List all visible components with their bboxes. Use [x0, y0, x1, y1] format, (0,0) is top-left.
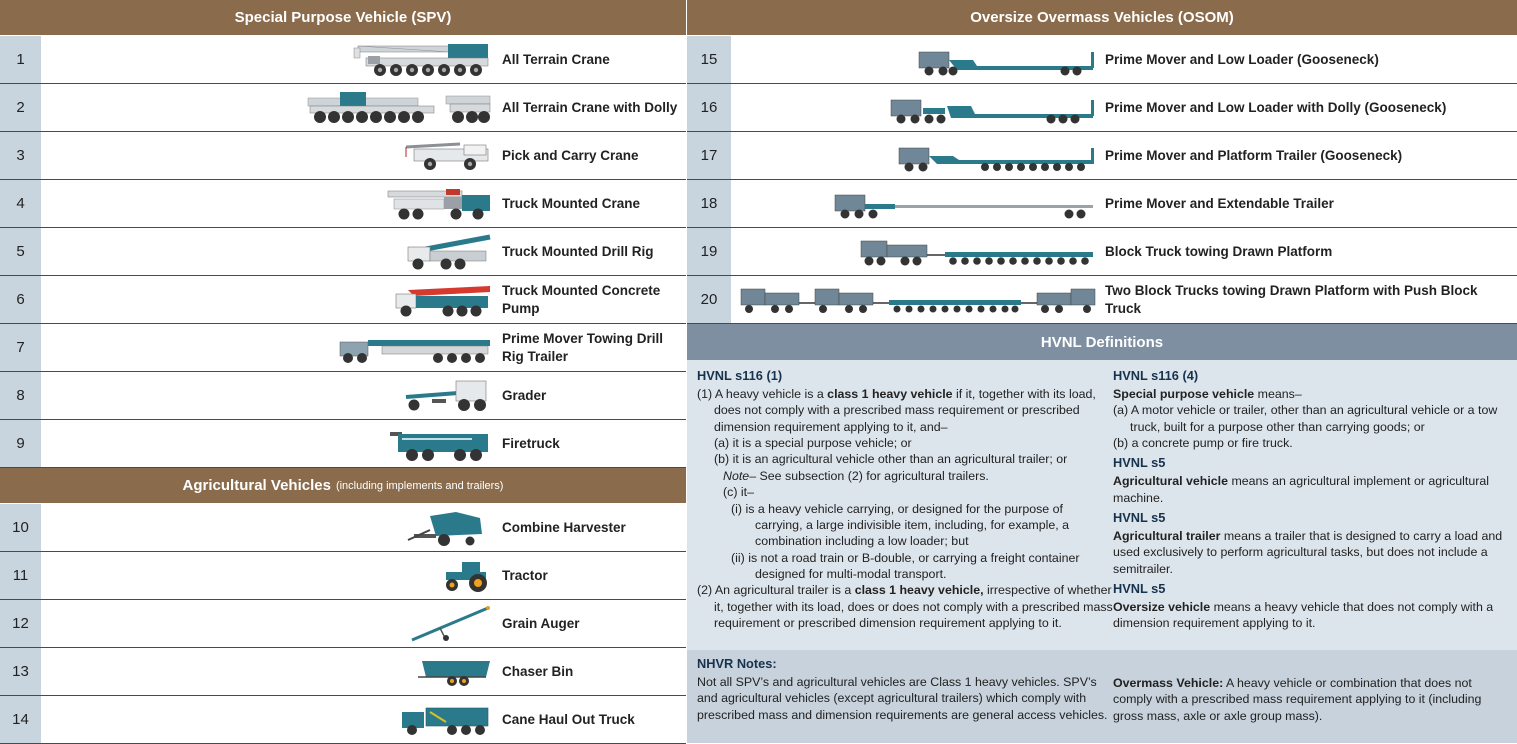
- row-number: 20: [687, 276, 731, 323]
- definition-heading: HVNL s116 (4): [1113, 368, 1199, 383]
- row-label: Prime Mover Towing Drill Rig Trailer: [502, 330, 664, 364]
- definition-subitem: (ii) is not a road train or B-double, or carrying a freight container designed for multi-modal transport.: [731, 550, 1080, 582]
- row-number: 11: [0, 552, 41, 599]
- concrete-pump-icon: [394, 282, 492, 318]
- row-number: 8: [0, 372, 41, 419]
- notes-right: [1113, 656, 1507, 737]
- nhvr-notes: [687, 650, 1517, 743]
- row-label: Tractor: [502, 567, 548, 583]
- row-label: Chaser Bin: [502, 663, 574, 679]
- table-row: [0, 324, 686, 372]
- definition-paragraph: (1) A heavy vehicle is a class 1 heavy vehicle if it, together with its load, does not comply with a prescribed mass requirement or prescribed dimension requirement applying to it, and–: [697, 386, 1096, 434]
- agri-subtitle: (including implements and trailers): [335, 479, 504, 492]
- row-label: Truck Mounted Crane: [502, 195, 641, 211]
- all-terrain-crane-icon: [352, 40, 492, 80]
- low-loader-icon: [917, 44, 1095, 76]
- table-row: [687, 228, 1517, 276]
- row-number: 16: [687, 84, 731, 131]
- definition-heading: HVNL s5: [1113, 581, 1166, 597]
- platform-trailer-icon: [897, 140, 1095, 172]
- definition-paragraph: Oversize vehicle means a heavy vehicle that does not comply with a dimension requirement applying to it.: [1113, 599, 1494, 631]
- row-number: 13: [0, 648, 41, 695]
- table-row: [687, 132, 1517, 180]
- row-number: 17: [687, 132, 731, 179]
- row-label: Prime Mover and Platform Trailer (Gooseneck): [1105, 147, 1403, 163]
- definition-item: (b) it is an agricultural vehicle other than an agricultural trailer; or: [714, 452, 1068, 467]
- combine-harvester-icon: [406, 508, 492, 548]
- low-loader-dolly-icon: [889, 92, 1095, 124]
- definitions-title: HVNL Definitions: [1040, 333, 1164, 351]
- row-number: 2: [0, 84, 41, 131]
- chaser-bin-icon: [416, 657, 492, 687]
- notes-heading: NHVR Notes:: [697, 656, 777, 671]
- row-label: All Terrain Crane with Dolly: [502, 99, 678, 115]
- extendable-trailer-icon: [833, 189, 1095, 219]
- table-row: [0, 696, 686, 744]
- table-row: [687, 276, 1517, 324]
- definition-paragraph: Agricultural vehicle means an agricultural implement or agricultural machine.: [1113, 474, 1490, 505]
- table-row: [687, 36, 1517, 84]
- spv-header: [0, 0, 686, 36]
- row-number: 10: [0, 504, 41, 551]
- definition-paragraph: Special purpose vehicle means–: [1113, 386, 1302, 401]
- definition-paragraph: (2) An agricultural trailer is a class 1 heavy vehicle, irrespective of whether it, together with its load, does or does not comply with a prescribed mass requirement or prescribed dimension requirement applying to it.: [697, 583, 1113, 631]
- table-row: [687, 84, 1517, 132]
- row-label: Truck Mounted Drill Rig: [502, 243, 654, 259]
- spv-agri-column: [0, 0, 686, 744]
- definition-item: (c) it–: [723, 485, 754, 500]
- definition-heading: HVNL s5: [1113, 455, 1166, 471]
- row-number: 14: [0, 696, 41, 743]
- table-row: [0, 648, 686, 696]
- definition-heading: HVNL s116 (1): [697, 368, 783, 383]
- truck-mounted-crane-icon: [386, 187, 492, 221]
- row-label: Two Block Trucks towing Drawn Platform with Push Block Truck: [1105, 282, 1478, 316]
- row-number: 18: [687, 180, 731, 227]
- row-label: Grain Auger: [502, 615, 580, 631]
- row-number: 7: [0, 324, 41, 371]
- notes-text: Not all SPV’s and agricultural vehicles are Class 1 heavy vehicles. SPV’s and agricultural vehicles (except agricultural trailers) which comply with prescribed mass and dimension requirements are general access vehicles.: [697, 674, 1108, 722]
- grain-auger-icon: [410, 604, 492, 644]
- row-label: Firetruck: [502, 435, 560, 451]
- definitions-left: [697, 368, 1113, 650]
- overmass-definition: Overmass Vehicle: A heavy vehicle or combination that does not comply with a prescribed mass requirement applying to it (including gross mass, axle or axle group mass).: [1113, 676, 1482, 723]
- two-block-trucks-icon: [739, 285, 1099, 315]
- row-number: 12: [0, 600, 41, 647]
- cane-haul-truck-icon: [400, 704, 492, 736]
- definition-heading: HVNL s5: [1113, 510, 1166, 526]
- drill-rig-icon: [406, 233, 492, 271]
- spv-title: Special Purpose Vehicle (SPV): [234, 9, 452, 26]
- table-row: [0, 420, 686, 468]
- definition-subitem: (i) is a heavy vehicle carrying, or designed for the purpose of carrying, a large indivisible item, including, for example, a combination including a low loader; but: [731, 501, 1070, 549]
- row-number: 1: [0, 36, 41, 83]
- row-number: 4: [0, 180, 41, 227]
- row-number: 6: [0, 276, 41, 323]
- row-label: Truck Mounted Concrete Pump: [502, 282, 661, 316]
- table-row: [0, 36, 686, 84]
- osom-title: Oversize Overmass Vehicles (OSOM): [970, 9, 1234, 26]
- tractor-icon: [440, 558, 492, 594]
- row-number: 19: [687, 228, 731, 275]
- row-number: 5: [0, 228, 41, 275]
- definition-item: (a) A motor vehicle or trailer, other than an agricultural vehicle or a tow truck, built for a purpose other than carrying goods; or: [1113, 403, 1498, 434]
- row-label: Prime Mover and Low Loader with Dolly (Gooseneck): [1105, 99, 1447, 115]
- row-label: Pick and Carry Crane: [502, 147, 639, 163]
- notes-left: [697, 656, 1113, 737]
- row-number: 9: [0, 420, 41, 467]
- row-label: Grader: [502, 387, 547, 403]
- row-label: Cane Haul Out Truck: [502, 711, 635, 727]
- row-number: 15: [687, 36, 731, 83]
- row-label: Prime Mover and Extendable Trailer: [1105, 195, 1334, 211]
- definition-item: (a) it is a special purpose vehicle; or: [714, 436, 912, 451]
- definitions-header: [687, 324, 1517, 360]
- all-terrain-crane-dolly-icon: [306, 90, 492, 126]
- osom-column: [687, 0, 1517, 743]
- table-row: [0, 132, 686, 180]
- osom-header: [687, 0, 1517, 36]
- definitions-body: [687, 360, 1517, 650]
- pick-carry-crane-icon: [404, 141, 492, 171]
- row-label: Prime Mover and Low Loader (Gooseneck): [1105, 51, 1379, 67]
- agri-header: [0, 468, 686, 504]
- row-label: Block Truck towing Drawn Platform: [1105, 243, 1333, 259]
- definition-note: Note– See subsection (2) for agricultural trailers.: [723, 468, 989, 483]
- block-truck-icon: [859, 237, 1095, 267]
- definitions-right: [1113, 368, 1507, 650]
- row-label: Combine Harvester: [502, 519, 626, 535]
- agri-title: Agricultural Vehicles: [182, 477, 331, 494]
- table-row: [0, 276, 686, 324]
- table-row: [687, 180, 1517, 228]
- table-row: [0, 504, 686, 552]
- table-row: [0, 552, 686, 600]
- table-row: [0, 228, 686, 276]
- definition-item: (b) a concrete pump or fire truck.: [1113, 436, 1293, 451]
- table-row: [0, 372, 686, 420]
- firetruck-icon: [388, 426, 492, 462]
- definition-paragraph: Agricultural trailer means a trailer that is designed to carry a load and used exclusively to perform agricultural tasks, but does not include a semitrailer.: [1113, 528, 1503, 576]
- row-label: All Terrain Crane: [502, 51, 610, 67]
- table-row: [0, 84, 686, 132]
- row-number: 3: [0, 132, 41, 179]
- table-row: [0, 600, 686, 648]
- table-row: [0, 180, 686, 228]
- drill-rig-trailer-icon: [338, 332, 492, 364]
- grader-icon: [402, 379, 492, 413]
